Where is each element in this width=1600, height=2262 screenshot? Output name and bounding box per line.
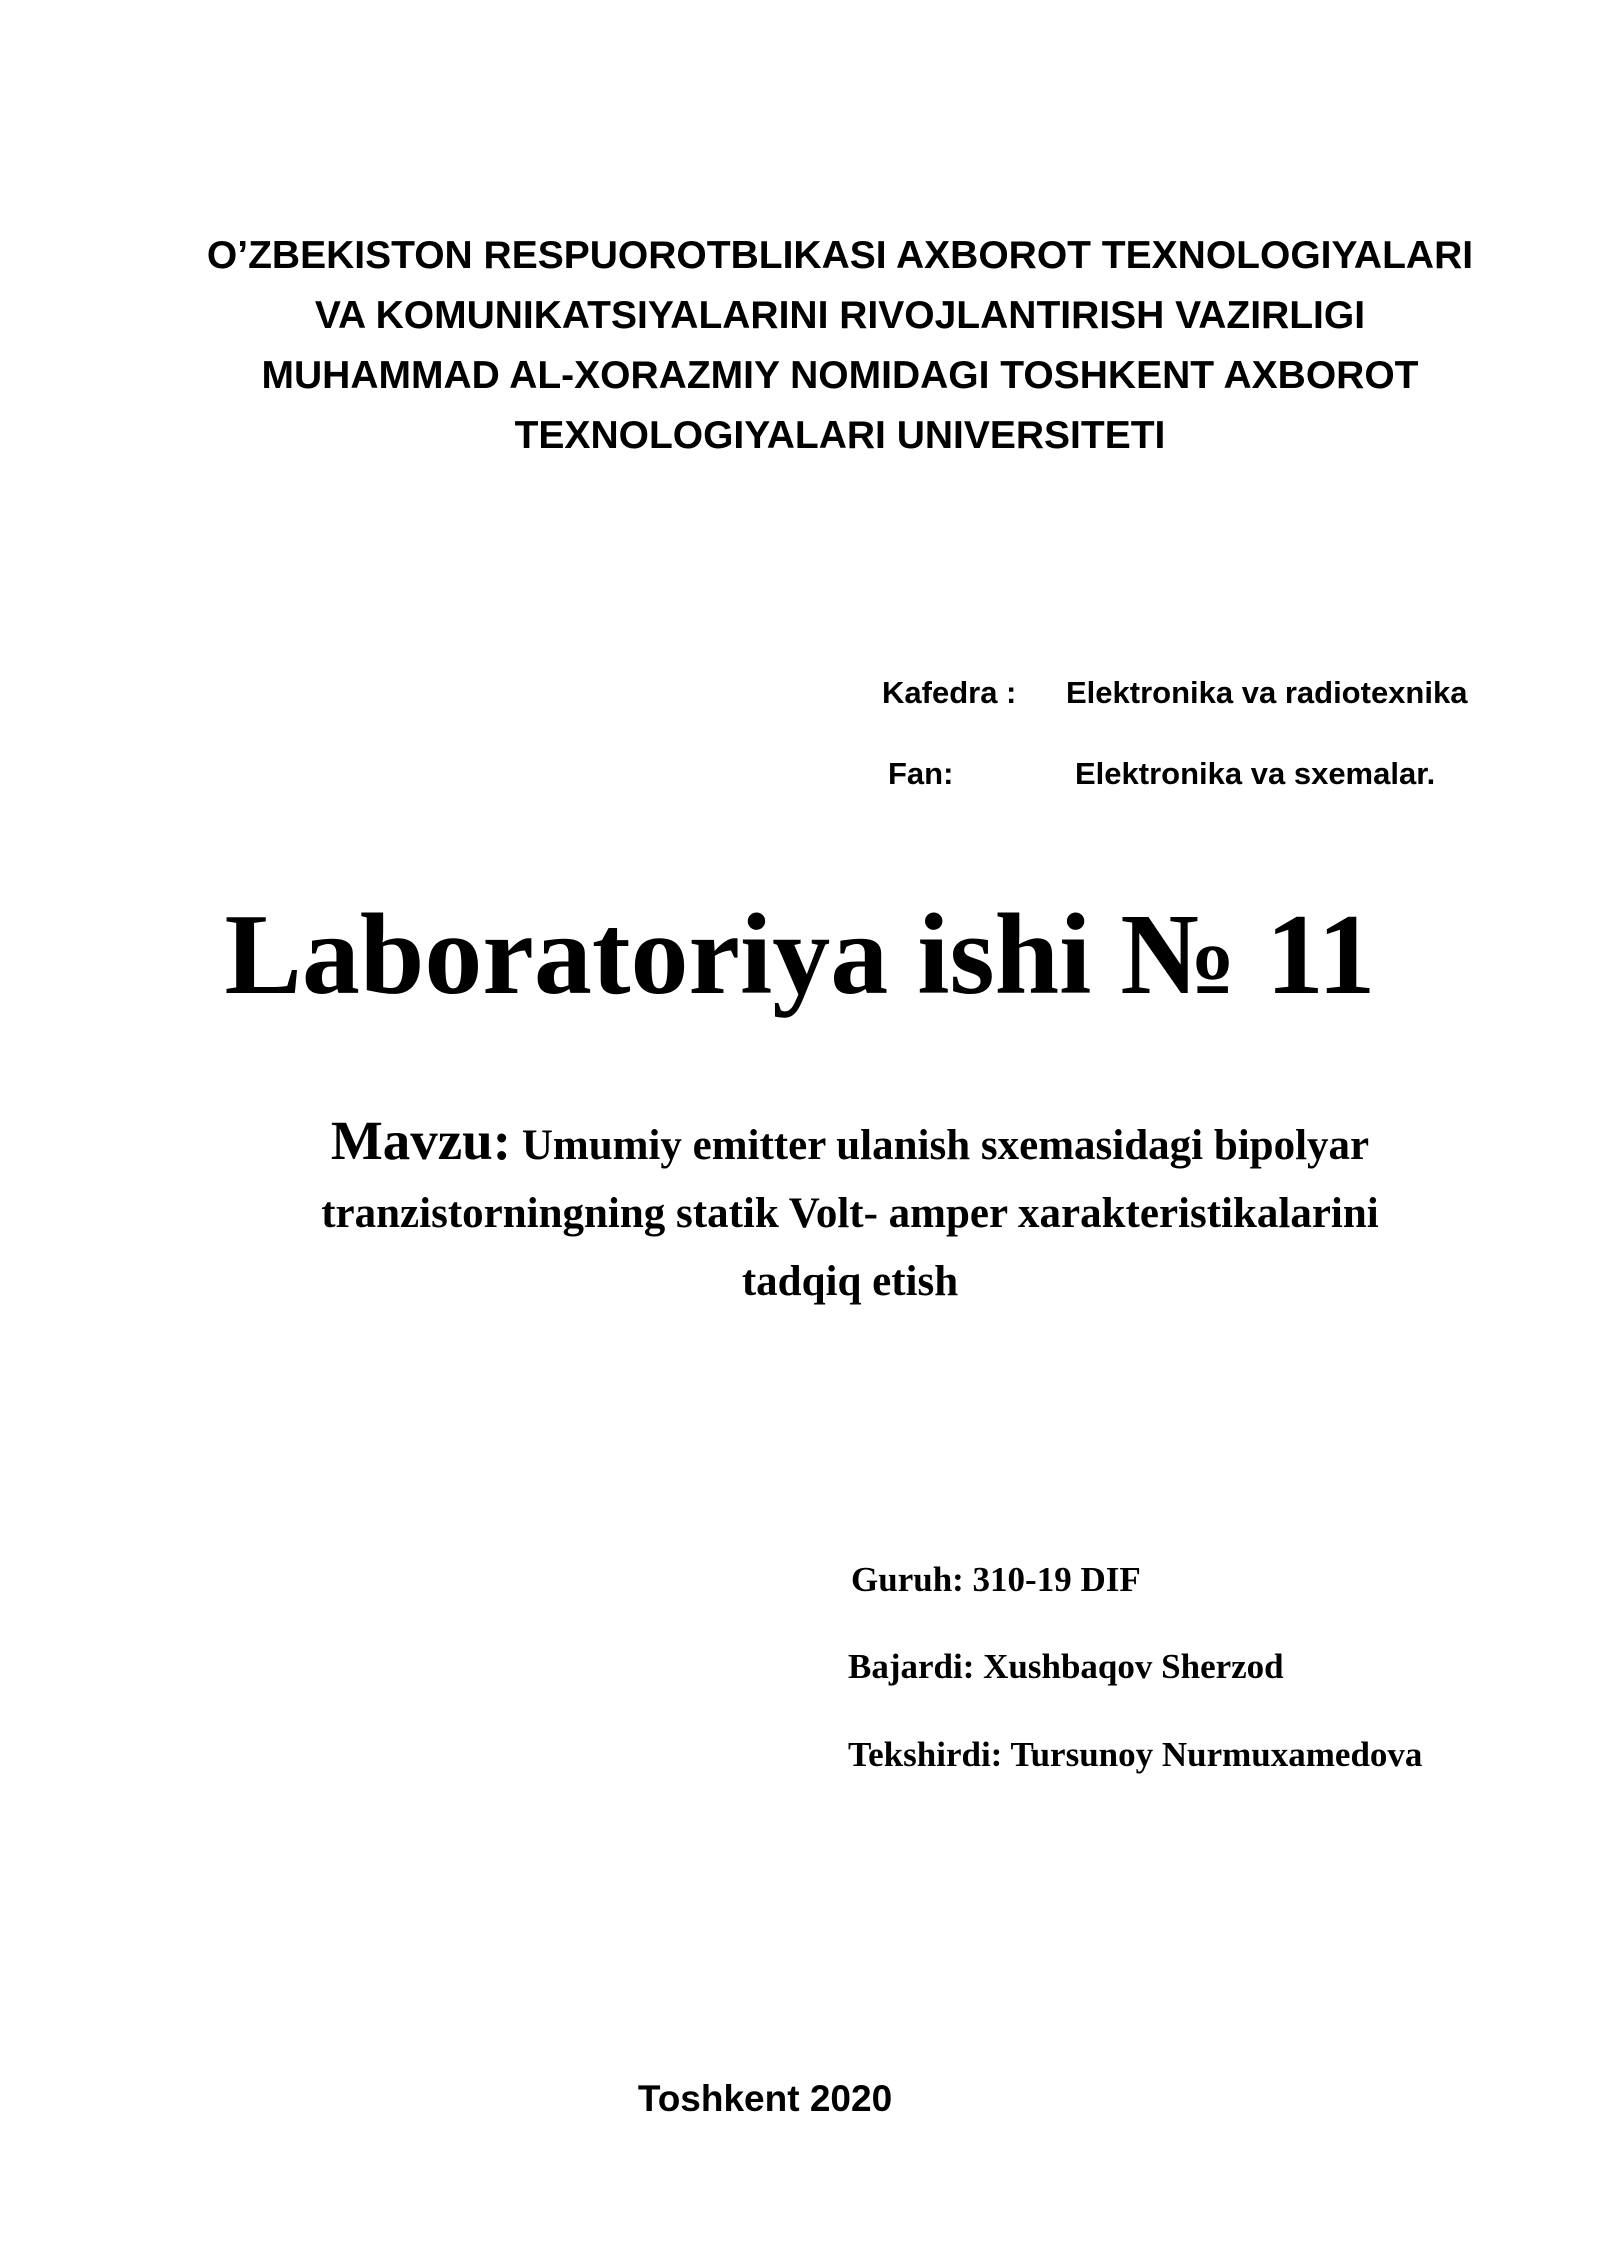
header-line-4: TEXNOLOGIYALARI UNIVERSITETI [514,414,1166,457]
header-line-3: MUHAMMAD AL-XORAZMIY NOMIDAGI TOSHKENT AXBOROT [261,354,1419,397]
topic-line-3: tadqiq etish [741,1258,959,1305]
topic-text-1: Umumiy emitter ulanish sxemasidagi bipolyar [521,1122,1370,1169]
city-year-footer: Toshkent 2020 [637,2078,893,2119]
topic-block [120,1107,1580,1316]
fan-label: Fan: [888,756,954,791]
checked-by-line: Tekshirdi: Tursunoy Nurmuxamedova [848,1735,1423,1774]
performed-by-line: Bajardi: Xushbaqov Sherzod [848,1647,1284,1686]
header-line-2: VA KOMUNIKATSIYALARINI RIVOJLANTIRISH VAZIRLIGI [314,294,1366,337]
kafedra-value: Elektronika va radiotexnika [1066,675,1468,710]
lab-title: Laboratoriya ishi № 11 [224,891,1376,1019]
kafedra-label: Kafedra : [882,675,1017,710]
ministry-university-header [120,226,1560,466]
topic-label: Mavzu: [330,1110,512,1171]
group-line: Guruh: 310-19 DIF [851,1560,1141,1599]
topic-line-2: tranzistorningning statik Volt- amper xarakteristikalarini [321,1190,1379,1237]
topic-line-1 [120,1107,1580,1180]
fan-value: Elektronika va sxemalar. [1075,756,1436,791]
header-line-1: O’ZBEKISTON RESPUOROTBLIKASI AXBOROT TEXNOLOGIYALARI [206,234,1474,277]
